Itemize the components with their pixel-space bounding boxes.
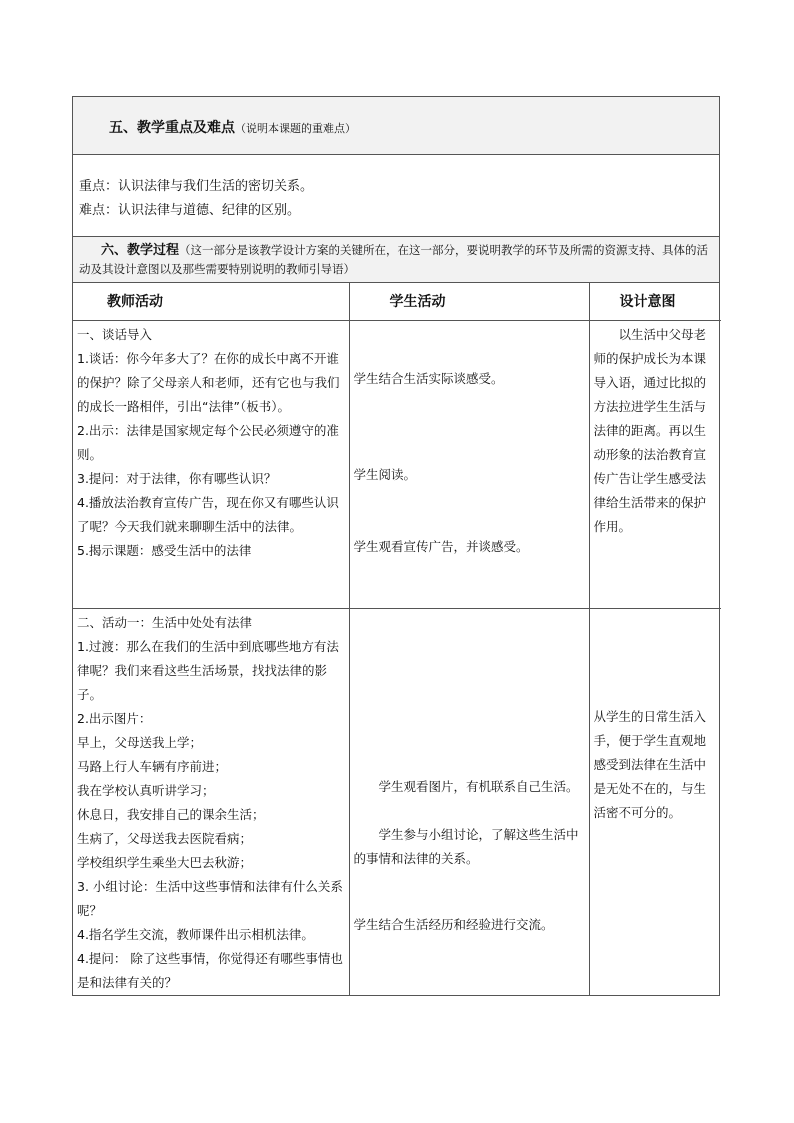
teacher-line: 早上，父母送我上学； bbox=[77, 734, 203, 750]
teacher-line: 马路上行人车辆有序前进； bbox=[77, 758, 228, 774]
student-line: 学生观看宣传广告，并谈感受。 bbox=[353, 538, 529, 554]
teacher-line: 2.出示：法律是国家规定每个公民必须遵守的准则。 bbox=[77, 422, 339, 462]
teacher-line: 5.揭示课题：感受生活中的法律 bbox=[77, 542, 252, 558]
teacher-line: 3. 小组讨论：生活中这些事情和法律有什么关系呢？ bbox=[77, 878, 343, 918]
student-line: 学生观看图片，有机联系自己生活。 bbox=[378, 778, 579, 794]
intent-text: 以生活中父母老师的保护成长为本课导入语，通过比拟的方法拉进学生生活与法律的距离。再以生动形象的法治教育宣传广告让学生感受法律给生活带来的保护作用。 bbox=[593, 326, 707, 534]
key-point-text: 重点：认识法律与我们生活的密切关系。 bbox=[79, 179, 314, 194]
header-design-intent: 设计意图 bbox=[589, 283, 721, 320]
teaching-process-table bbox=[73, 283, 721, 995]
design-intent-cell bbox=[589, 608, 721, 995]
teacher-activity-cell bbox=[73, 320, 349, 608]
teacher-line: 2.出示图片： bbox=[77, 710, 152, 726]
student-activity-cell bbox=[349, 608, 589, 995]
student-activity-cell bbox=[349, 320, 589, 608]
teacher-line: 3.提问：对于法律，你有哪些认识？ bbox=[77, 470, 277, 486]
teacher-line: 4.指名学生交流，教师课件出示相机法律。 bbox=[77, 926, 314, 942]
section6-header bbox=[73, 237, 719, 283]
section5-note: （说明本课题的重难点） bbox=[235, 122, 356, 135]
section5-header bbox=[73, 97, 719, 155]
teacher-line: 学校组织学生乘坐大巴去秋游； bbox=[77, 854, 253, 870]
teacher-activity-cell bbox=[73, 608, 349, 995]
section6-title: 六、教学过程 bbox=[101, 243, 180, 258]
key-points-block bbox=[73, 155, 719, 237]
table-row bbox=[73, 608, 721, 995]
teacher-line: 4.播放法治教育宣传广告，现在你又有哪些认识了呢？今天我们就来聊聊生活中的法律。 bbox=[77, 494, 339, 534]
lesson-plan-sheet bbox=[72, 96, 720, 996]
teacher-line: 一、谈话导入 bbox=[77, 326, 153, 342]
teacher-line: 4.提问： 除了这些事情，你觉得还有哪些事情也是和法律有关的？ bbox=[77, 950, 343, 990]
section5-title: 五、教学重点及难点 bbox=[109, 120, 235, 136]
student-line: 学生参与小组讨论，了解这些生活中的事情和法律的关系。 bbox=[353, 826, 579, 866]
student-line: 学生阅读。 bbox=[353, 466, 417, 482]
teacher-line: 二、活动一：生活中处处有法律 bbox=[77, 614, 253, 630]
table-row bbox=[73, 320, 721, 608]
student-line: 学生结合生活经历和经验进行交流。 bbox=[353, 916, 554, 932]
difficulty-text: 难点：认识法律与道德、纪律的区别。 bbox=[79, 203, 301, 218]
teacher-line: 我在学校认真听讲学习； bbox=[77, 782, 215, 798]
table-header-row bbox=[73, 283, 721, 320]
header-teacher-activity: 教师活动 bbox=[73, 283, 349, 320]
design-intent-cell bbox=[589, 320, 721, 608]
student-line: 学生结合生活实际谈感受。 bbox=[353, 370, 504, 386]
intent-text: 从学生的日常生活入手，便于学生直观地感受到法律在生活中是无处不在的，与生活密不可分的。 bbox=[593, 708, 707, 820]
section6-note: （这一部分是该教学设计方案的关键所在，在这一部分，要说明教学的环节及所需的资源支持、具体的活动及其设计意图以及那些需要特别说明的教师引导语） bbox=[79, 243, 709, 276]
teacher-line: 休息日，我安排自己的课余生活； bbox=[77, 806, 265, 822]
teacher-line: 生病了，父母送我去医院看病； bbox=[77, 830, 253, 846]
teacher-line: 1.过渡：那么在我们的生活中到底哪些地方有法律呢？我们来看这些生活场景，找找法律的影子。 bbox=[77, 638, 339, 702]
header-student-activity: 学生活动 bbox=[349, 283, 589, 320]
teacher-line: 1.谈话：你今年多大了？在你的成长中离不开谁的保护？除了父母亲人和老师，还有它也与我们的成长一路相伴，引出“法律”（板书）。 bbox=[77, 350, 340, 414]
